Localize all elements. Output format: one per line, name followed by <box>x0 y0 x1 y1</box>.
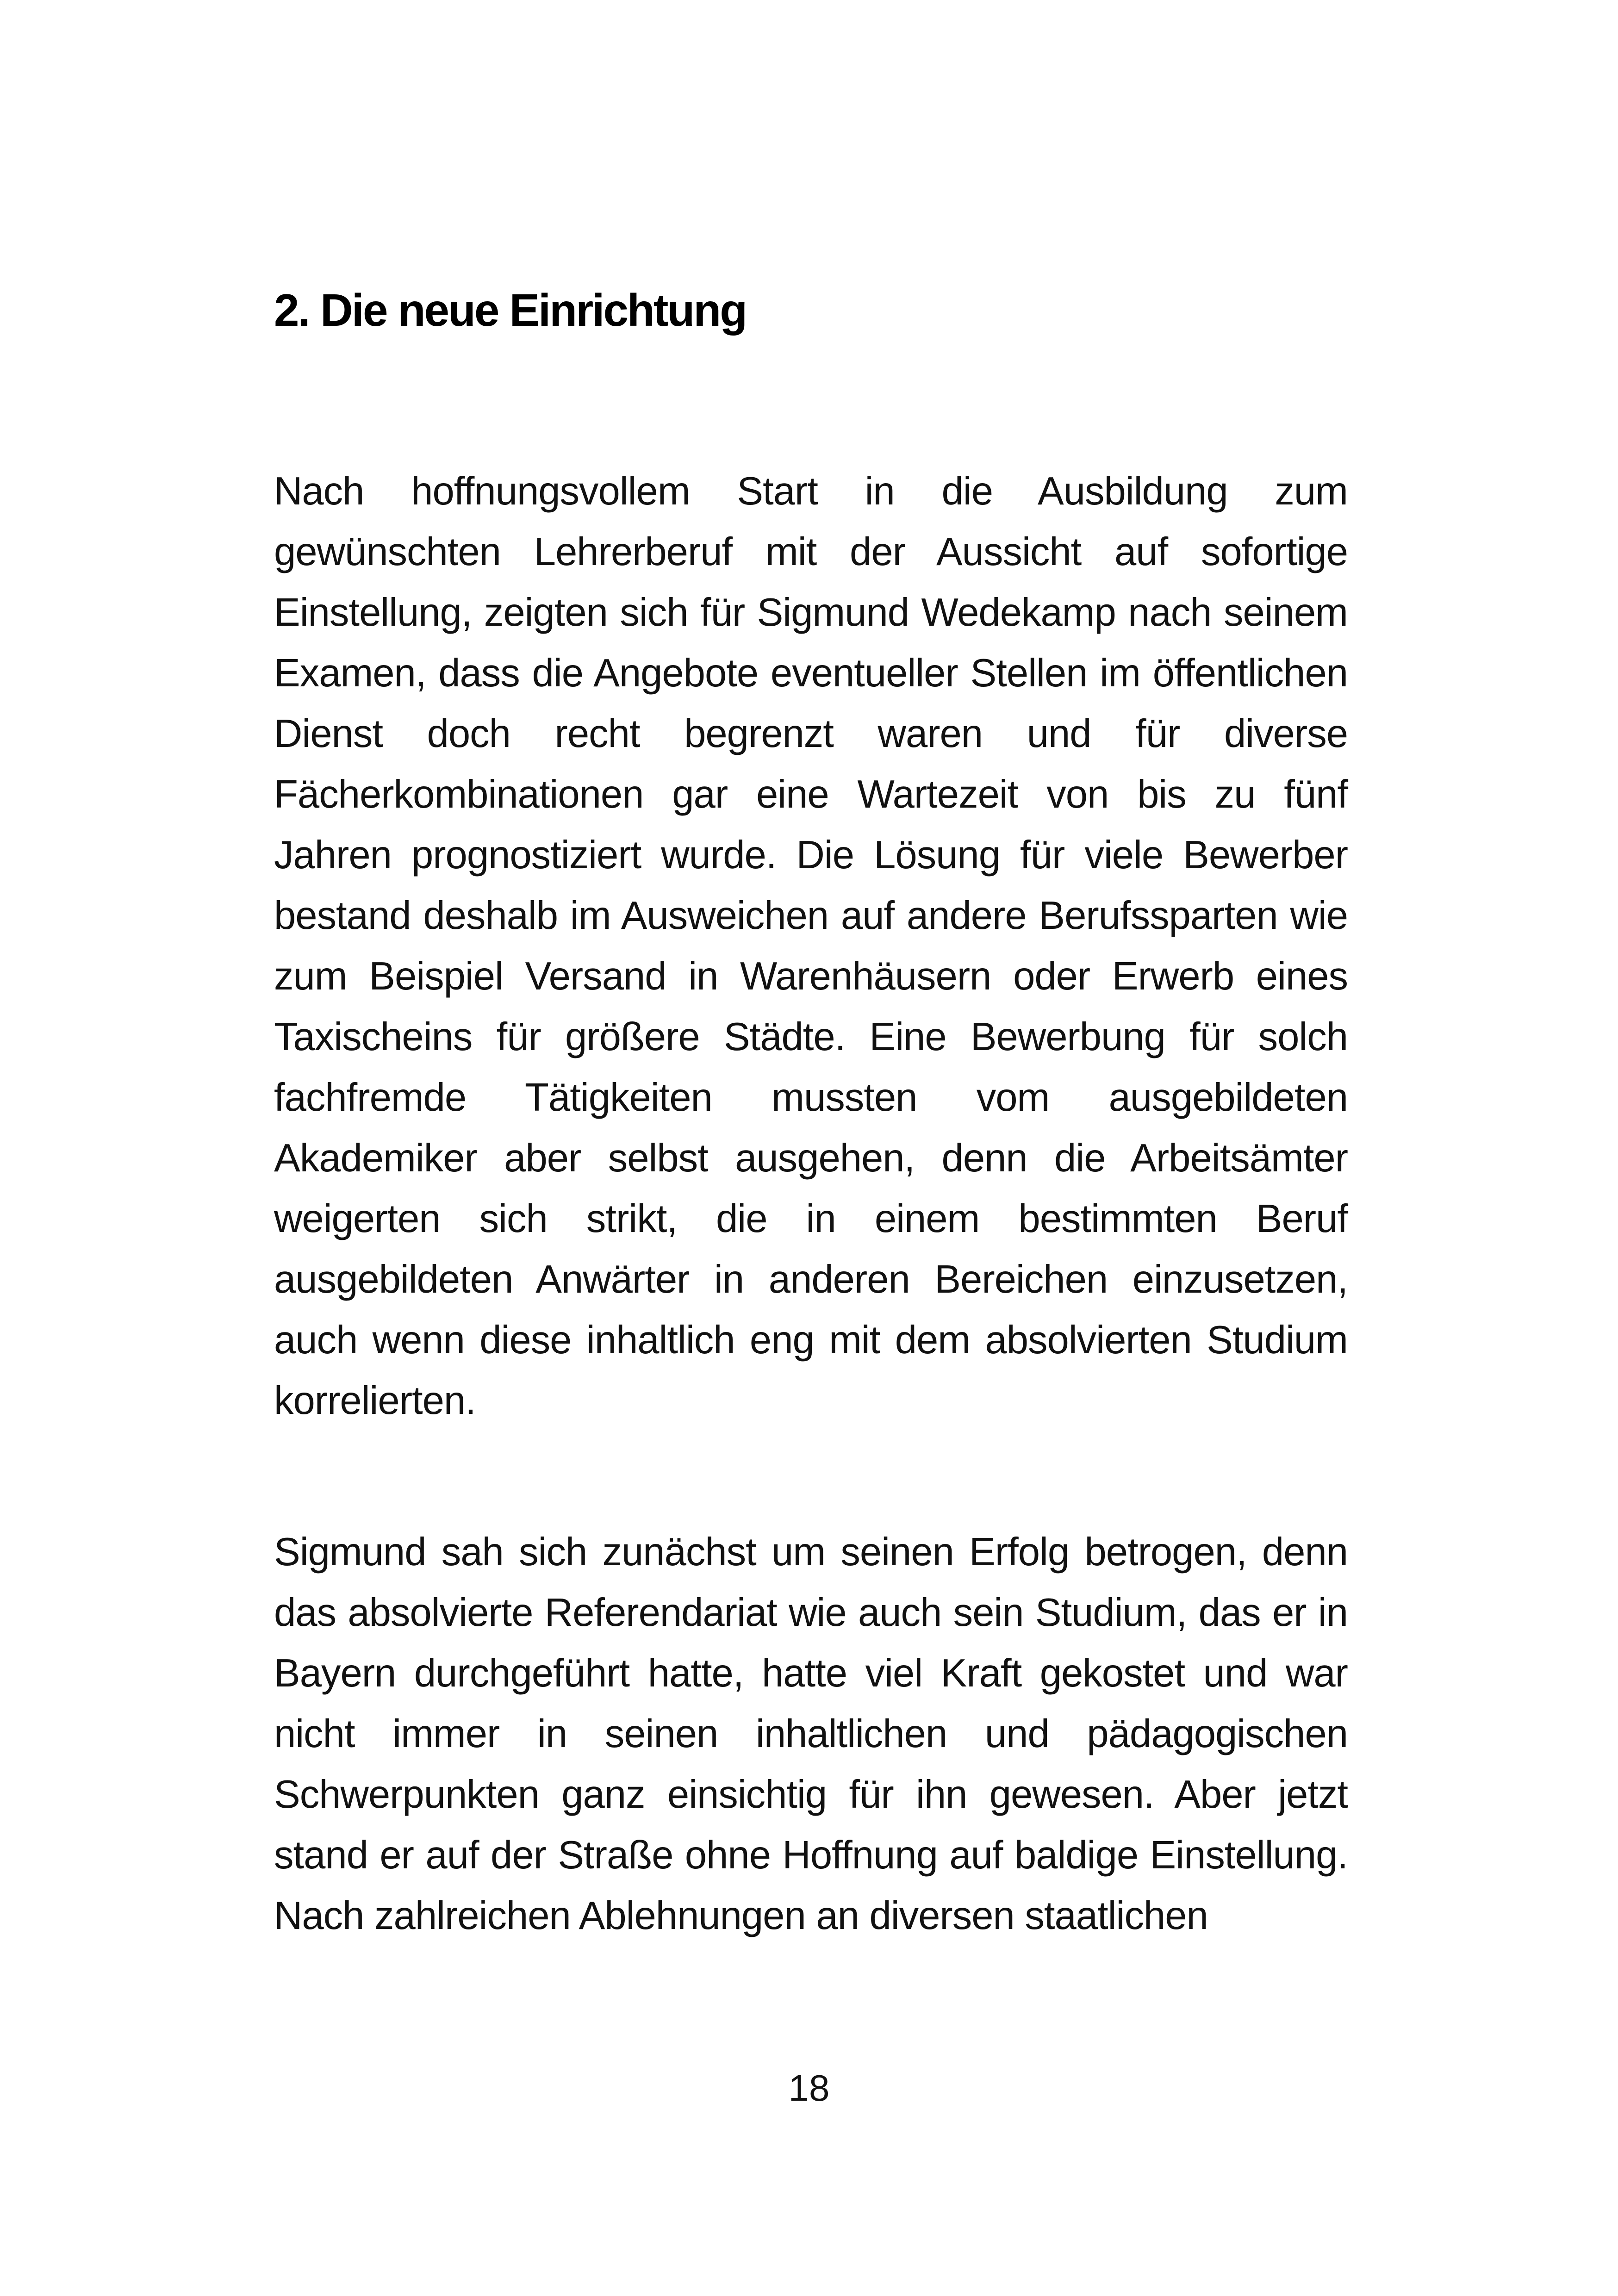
chapter-heading: 2. Die neue Einrichtung <box>274 285 747 336</box>
paragraph-2: Sigmund sah sich zunächst um seinen Erfolg betrogen, denn das absolvierte Referendariat wie auch sein Studium, das er in Bayern durchgeführt hatte, hatte viel Kraft gekostet und war nicht immer in seinen inhaltlichen und pädagogischen Schwerpunkten ganz einsichtig für ihn gewesen. Aber jetzt stand er auf der Straße ohne Hoffnung auf baldige Einstellung. Nach zahlreichen Ablehnungen an diversen staatlichen <box>274 1530 1348 1938</box>
paragraph-1: Nach hoffnungsvollem Start in die Ausbildung zum gewünschten Lehrerberuf mit der Aussicht auf sofortige Einstellung, zeigten sich für Sigmund Wedekamp nach seinem Examen, dass die Angebote eventueller Stellen im öffentlichen Dienst doch recht begrenzt waren und für diverse Fächerkombinationen gar eine Wartezeit von bis zu fünf Jahren prognostiziert wurde. Die Lösung für viele Bewerber bestand deshalb im Ausweichen auf andere Berufssparten wie zum Beispiel Versand in Warenhäusern oder Erwerb eines Taxischeins für größere Städte. Eine Bewerbung für solch fachfremde Tätigkeiten mussten vom ausgebildeten Akademiker aber selbst ausgehen, denn die Arbeitsämter weigerten sich strikt, die in einem bestimmten Beruf ausgebildeten Anwärter in anderen Bereichen einzusetzen, auch wenn diese inhaltlich eng mit dem absolvierten Studium korrelierten. <box>274 469 1348 1423</box>
page-number: 18 <box>788 2067 830 2109</box>
